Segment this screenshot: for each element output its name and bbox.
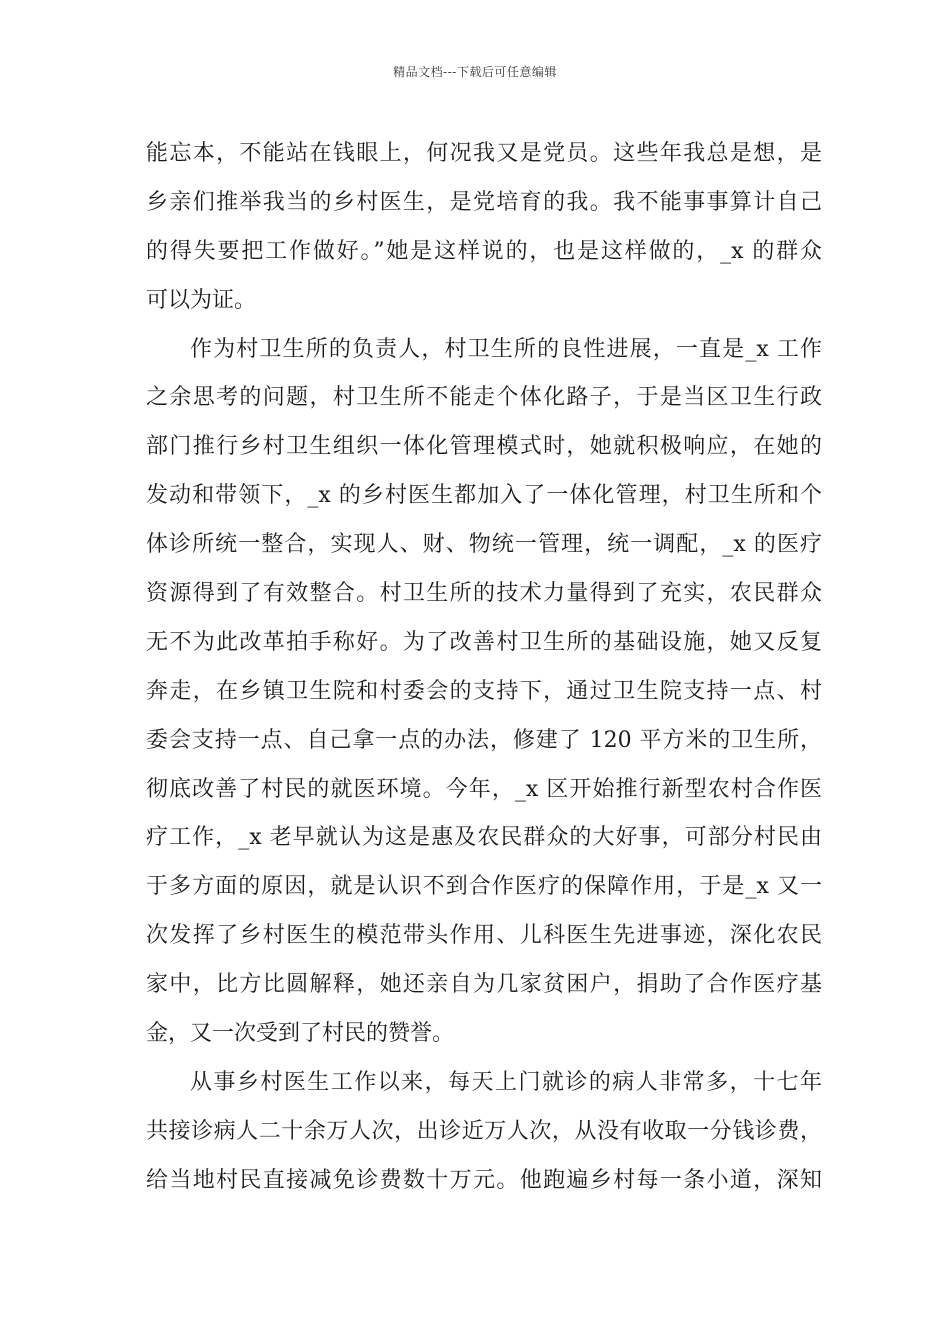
text-line: 发动和带领下，_x 的乡村医生都加入了一体化管理，村卫生所和个 xyxy=(146,483,822,509)
text-line: 能忘本，不能站在钱眼上，何况我又是党员。这些年我总是想，是 xyxy=(146,141,822,166)
text-line: 委会支持一点、自己拿一点的办法，修建了 120 平方米的卫生所， xyxy=(146,727,822,753)
text-line: 次发挥了乡村医生的模范带头作用、儿科医生先进事迹，深化农民 xyxy=(146,923,822,949)
text-line: 奔走，在乡镇卫生院和村委会的支持下，通过卫生院支持一点、村 xyxy=(146,678,822,704)
text-line: 之余思考的问题，村卫生所不能走个体化路子，于是当区卫生行政 xyxy=(146,385,822,411)
text-line: 彻底改善了村民的就医环境。今年，_x 区开始推行新型农村合作医 xyxy=(146,776,822,802)
text-line: 的得失要把工作做好。”她是这样说的，也是这样做的，_x 的群众 xyxy=(146,238,822,264)
text-line: 可以为证。 xyxy=(146,287,257,313)
paragraph xyxy=(146,1059,822,1206)
paragraph xyxy=(146,326,822,1059)
text-line: 家中，比方比圆解释，她还亲自为几家贫困户，捐助了合作医疗基 xyxy=(146,972,822,998)
document-body xyxy=(146,130,822,1206)
text-line: 无不为此改革拍手称好。为了改善村卫生所的基础设施，她又反复 xyxy=(146,629,822,655)
text-line: 从事乡村医生工作以来，每天上门就诊的病人非常多，十七年 xyxy=(190,1069,822,1095)
text-line: 疗工作，_x 老早就认为这是惠及农民群众的大好事，可部分村民由 xyxy=(146,825,822,851)
text-line: 金，又一次受到了村民的赞誉。 xyxy=(146,1021,455,1047)
page-header: 精品文档---下载后可任意编辑 xyxy=(393,65,557,79)
text-line: 乡亲们推举我当的乡村医生，是党培育的我。我不能事事算计自己 xyxy=(146,189,822,215)
text-line: 部门推行乡村卫生组织一体化管理模式时，她就积极响应，在她的 xyxy=(146,434,822,460)
text-line: 作为村卫生所的负责人，村卫生所的良性进展，一直是_x 工作 xyxy=(190,336,822,362)
text-line: 共接诊病人二十余万人次，出诊近万人次，从没有收取一分钱诊费， xyxy=(146,1118,822,1144)
text-line: 给当地村民直接减免诊费数十万元。他跑遍乡村每一条小道，深知 xyxy=(146,1167,822,1193)
text-line: 资源得到了有效整合。村卫生所的技术力量得到了充实，农民群众 xyxy=(146,581,822,607)
text-line: 于多方面的原因，就是认识不到合作医疗的保障作用，于是_x 又一 xyxy=(146,874,822,900)
paragraph xyxy=(146,130,822,326)
text-line: 体诊所统一整合，实现人、财、物统一管理，统一调配，_x 的医疗 xyxy=(146,532,822,558)
